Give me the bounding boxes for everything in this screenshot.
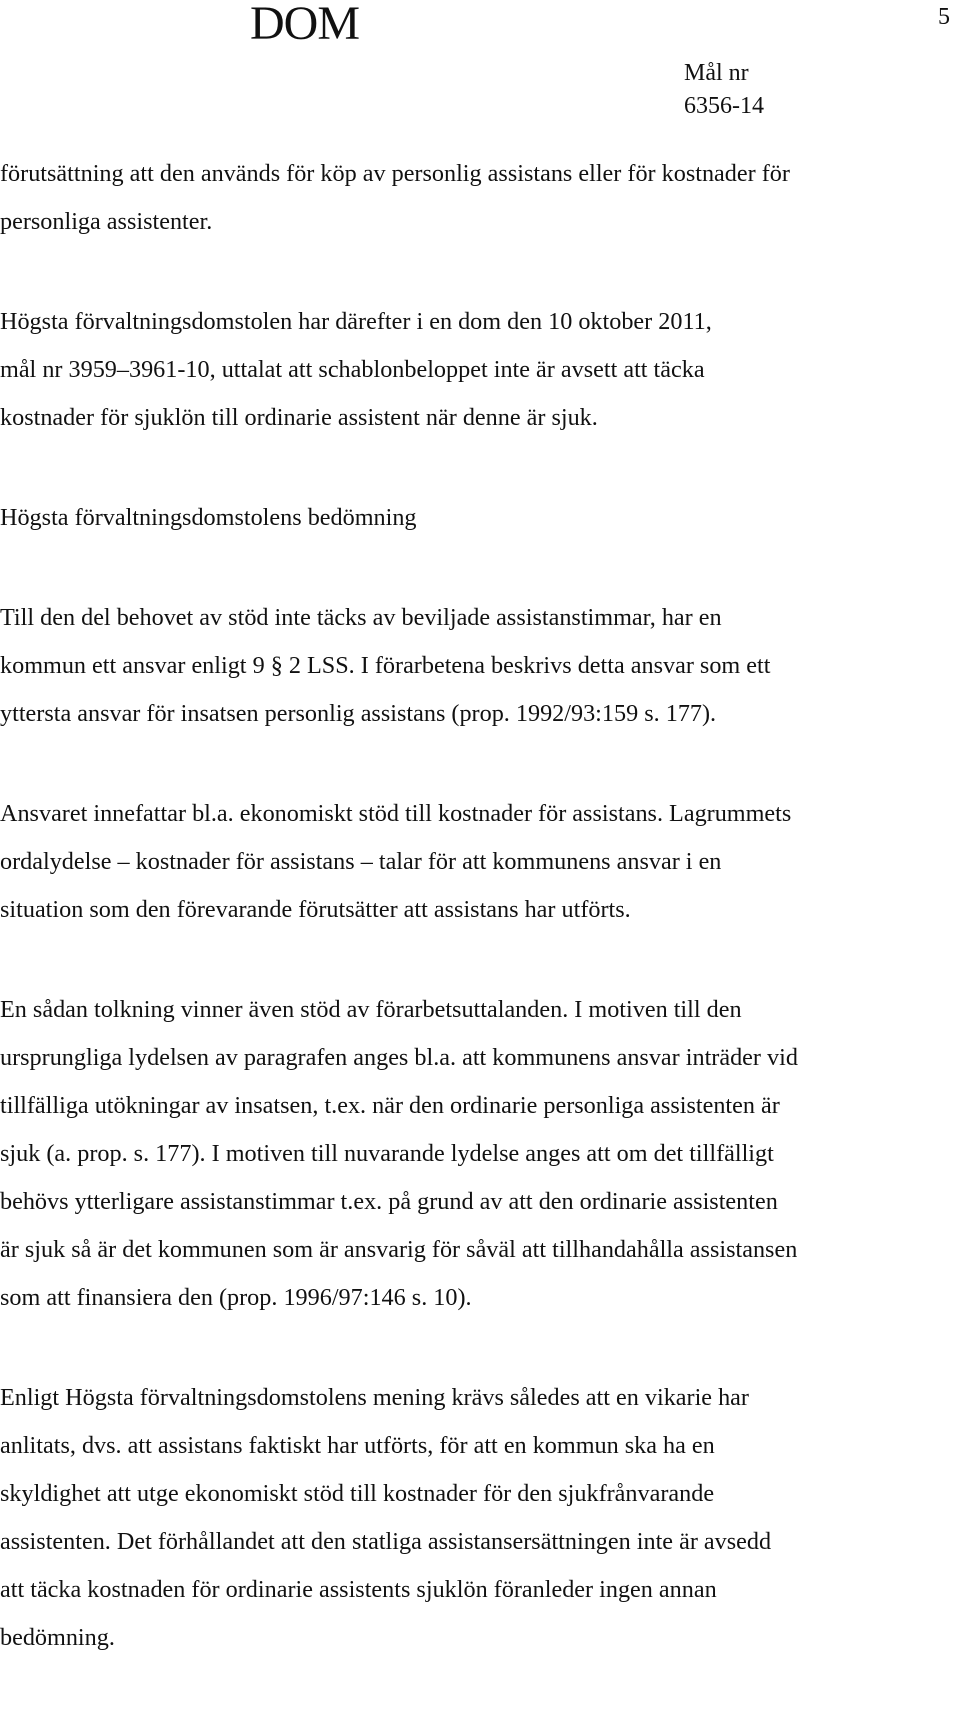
paragraph-preparatory-works: En sådan tolkning vinner även stöd av förarbetsuttalanden. I motiven till den ursprungliga lydelsen av paragrafen anges bl.a. att kommunens ansvar inträder vid tillfälliga utökningar av insatsen, t.ex. när den ordinarie personliga assistenten är sjuk (a. prop. s. 177). I motiven till nuvarande lydelse anges att om det tillfälligt behövs ytterligare assistanstimmar t.ex. på grund av att den ordinarie assistenten är sjuk så är det kommunen som är ansvarig för såväl att tillhandahålla assistansen som att finansiera den (prop. 1996/97:146 s. 10). <box>0 996 798 1311</box>
paragraph-municipal-responsibility: Till den del behovet av stöd inte täcks av beviljade assistanstimmar, har en kommun ett ansvar enligt 9 § 2 LSS. I förarbetena beskrivs detta ansvar som ett yttersta ansvar för insatsen personlig assistans (prop. 1992/93:159 s. 177). <box>0 604 771 727</box>
section-heading: Högsta förvaltningsdomstolens bedömning <box>0 504 417 531</box>
paragraph-responsibility-scope: Ansvaret innefattar bl.a. ekonomiskt stöd till kostnader för assistans. Lagrummets ordalydelse – kostnader för assistans – talar för att kommunens ansvar i en situation som den förevarande förutsätter att assistans har utförts. <box>0 800 792 923</box>
paragraph-precedent: Högsta förvaltningsdomstolen har därefter i en dom den 10 oktober 2011, mål nr 3959–3961-10, uttalat att schablonbeloppet inte är avsett att täcka kostnader för sjuklön till ordinarie assistent när denne är sjuk. <box>0 308 712 431</box>
document-title: DOM <box>250 0 360 50</box>
page-number: 5 <box>938 4 950 30</box>
case-number: 6356-14 <box>684 93 764 119</box>
case-number-label: Mål nr <box>684 60 749 86</box>
document-body <box>0 150 940 1714</box>
paragraph-conclusion: Enligt Högsta förvaltningsdomstolens mening krävs således att en vikarie har anlitats, dvs. att assistans faktiskt har utförts, för att en kommun ska ha en skyldighet att utge ekonomiskt stöd till kostnader för den sjukfrånvarande assistenten. Det förhållandet att den statliga assistansersättningen inte är avsedd att täcka kostnaden för ordinarie assistents sjuklön föranleder ingen annan bedömning. <box>0 1384 772 1651</box>
paragraph-continuation: förutsättning att den används för köp av personlig assistans eller för kostnader för personliga assistenter. <box>0 160 790 235</box>
